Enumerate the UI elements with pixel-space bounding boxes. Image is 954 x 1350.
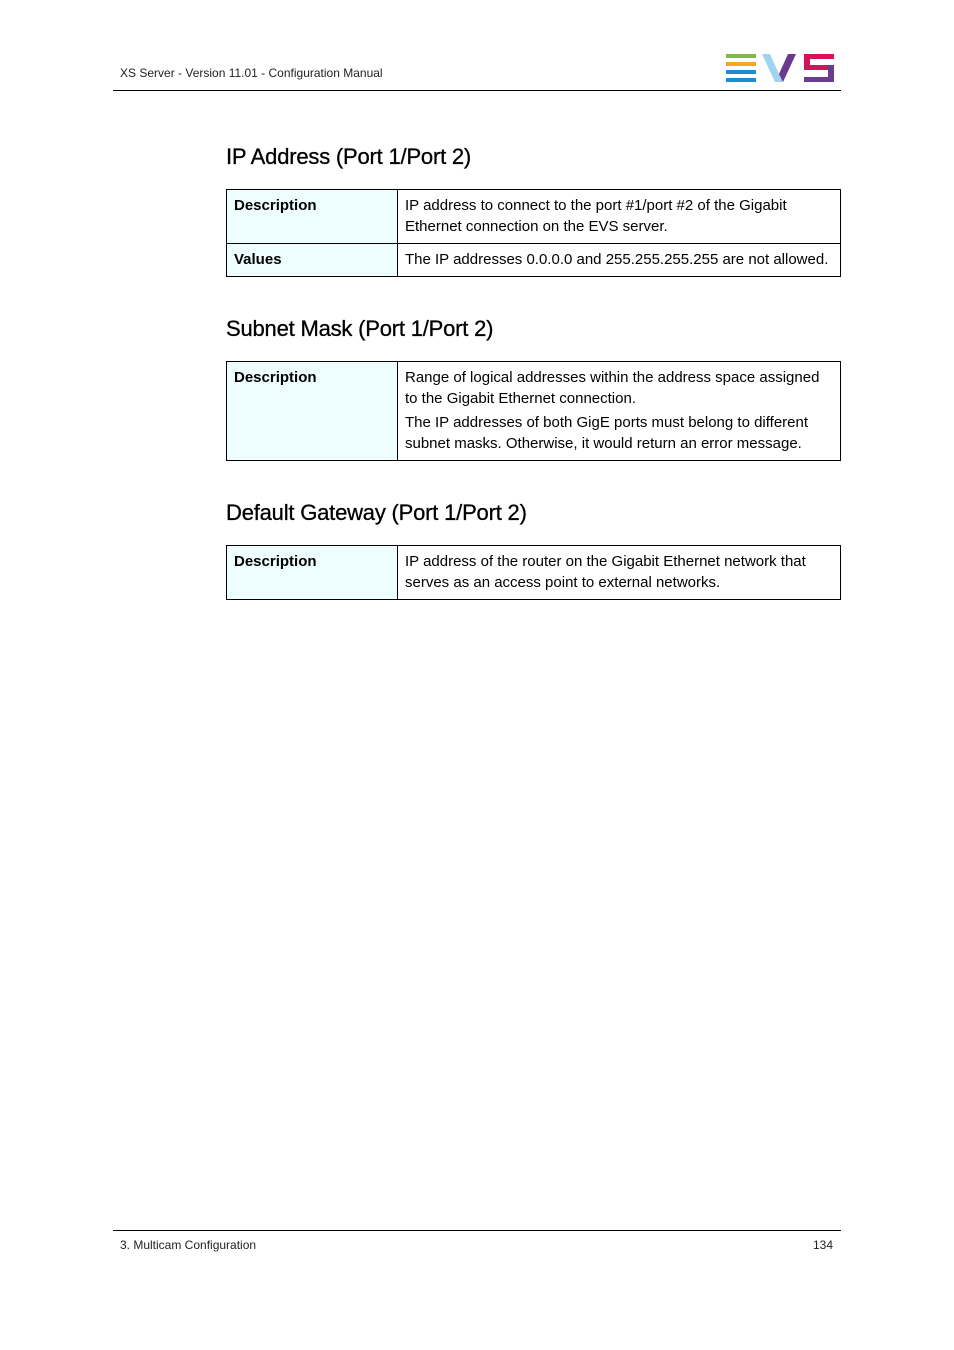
row-label: Values [227,244,398,277]
value-paragraph: IP address to connect to the port #1/port #2 of the Gigabit Ethernet connection on the EVS server. [405,197,787,235]
evs-logo [726,54,834,82]
section-title: Subnet Mask (Port 1/Port 2) [226,316,494,341]
table-row [227,362,841,461]
page-number: 134 [812,1238,833,1252]
row-value [398,244,841,277]
value-paragraph: Range of logical addresses within the address space assigned to the Gigabit Ethernet connection. [405,369,820,407]
footer-chapter: 3. Multicam Configuration [120,1238,257,1252]
table-row [227,190,841,244]
table-row [227,244,841,277]
row-label: Description [227,546,398,600]
page-content [226,140,841,600]
row-value [398,190,841,244]
row-value [398,546,841,600]
parameter-table [226,189,841,277]
section-ip-address [226,140,841,277]
value-paragraph: The IP addresses of both GigE ports must belong to different subnet masks. Otherwise, it would return an error message. [405,414,809,452]
section-title: IP Address (Port 1/Port 2) [226,144,472,169]
document-title: XS Server - Version 11.01 - Configuration Manual [120,66,383,80]
row-label: Description [227,362,398,461]
value-paragraph: The IP addresses 0.0.0.0 and 255.255.255.255 are not allowed. [405,251,829,268]
parameter-table [226,545,841,600]
footer-divider [113,1230,841,1231]
section-default-gateway [226,496,841,600]
value-paragraph: IP address of the router on the Gigabit Ethernet network that serves as an access point to external networks. [405,553,806,591]
parameter-table [226,361,841,461]
header-divider [113,90,841,91]
section-subnet-mask [226,312,841,461]
table-row [227,546,841,600]
section-title: Default Gateway (Port 1/Port 2) [226,500,527,525]
row-label: Description [227,190,398,244]
row-value [398,362,841,461]
